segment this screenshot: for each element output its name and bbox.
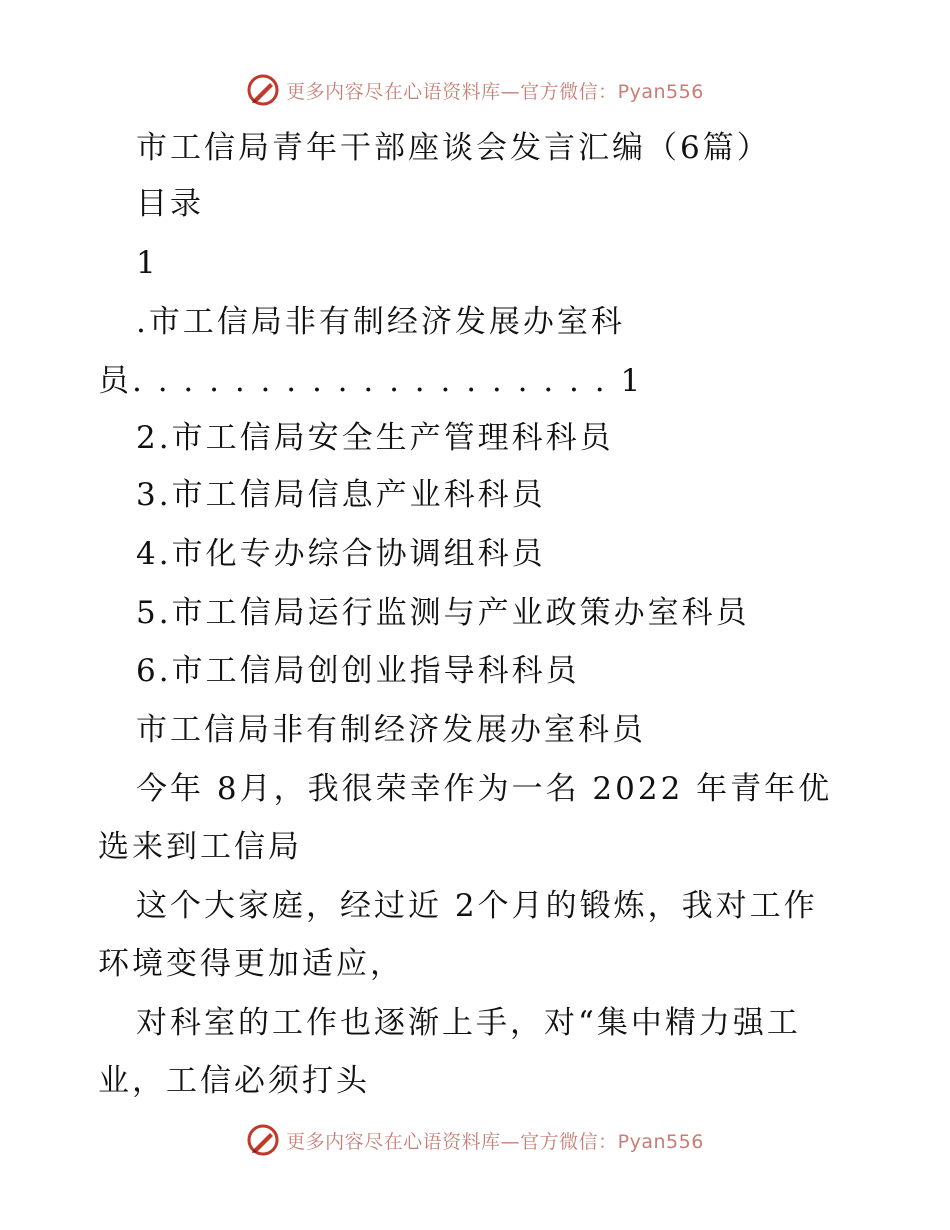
toc-item-2: 2.市工信局安全生产管理科科员 — [136, 420, 614, 456]
paragraph-line: 对科室的工作也逐渐上手，对“集中精力强工 — [136, 1005, 801, 1041]
header-banner — [0, 70, 950, 110]
toc-item-1: .市工信局非有制经济发展办室科 — [136, 304, 625, 340]
paragraph-line: 环境变得更加适应， — [98, 946, 404, 982]
footer-banner-text: 更多内容尽在心语资料库—官方微信：Pyan556 — [286, 1130, 704, 1153]
footer-banner — [0, 1120, 950, 1160]
pen-logo-icon — [246, 1123, 280, 1157]
toc-item-1-cont: 员. . . . . . . . . . . . . . . . . . . 1 — [98, 363, 644, 399]
toc-item-5: 5.市工信局运行监测与产业政策办室科员 — [136, 595, 750, 631]
toc-number: 1 — [136, 245, 159, 281]
paragraph-line: 选来到工信局 — [98, 829, 302, 865]
toc-item-4: 4.市化专办综合协调组科员 — [136, 536, 546, 572]
toc-item-6: 6.市工信局创创业指导科科员 — [136, 653, 580, 689]
paragraph-line: 这个大家庭，经过近 2个月的锻炼，我对工作 — [136, 888, 818, 924]
section-heading: 市工信局非有制经济发展办室科员 — [136, 712, 646, 748]
paragraph-line: 今年 8月，我很荣幸作为一名 2022 年青年优 — [136, 771, 833, 807]
header-banner-text: 更多内容尽在心语资料库—官方微信：Pyan556 — [286, 80, 704, 103]
toc-item-3: 3.市工信局信息产业科科员 — [136, 477, 546, 513]
pen-logo-icon — [246, 73, 280, 107]
toc-heading: 目录 — [136, 186, 204, 222]
paragraph-line: 业，工信必须打头 — [98, 1063, 370, 1099]
document-title: 市工信局青年干部座谈会发言汇编（6篇） — [136, 130, 771, 166]
